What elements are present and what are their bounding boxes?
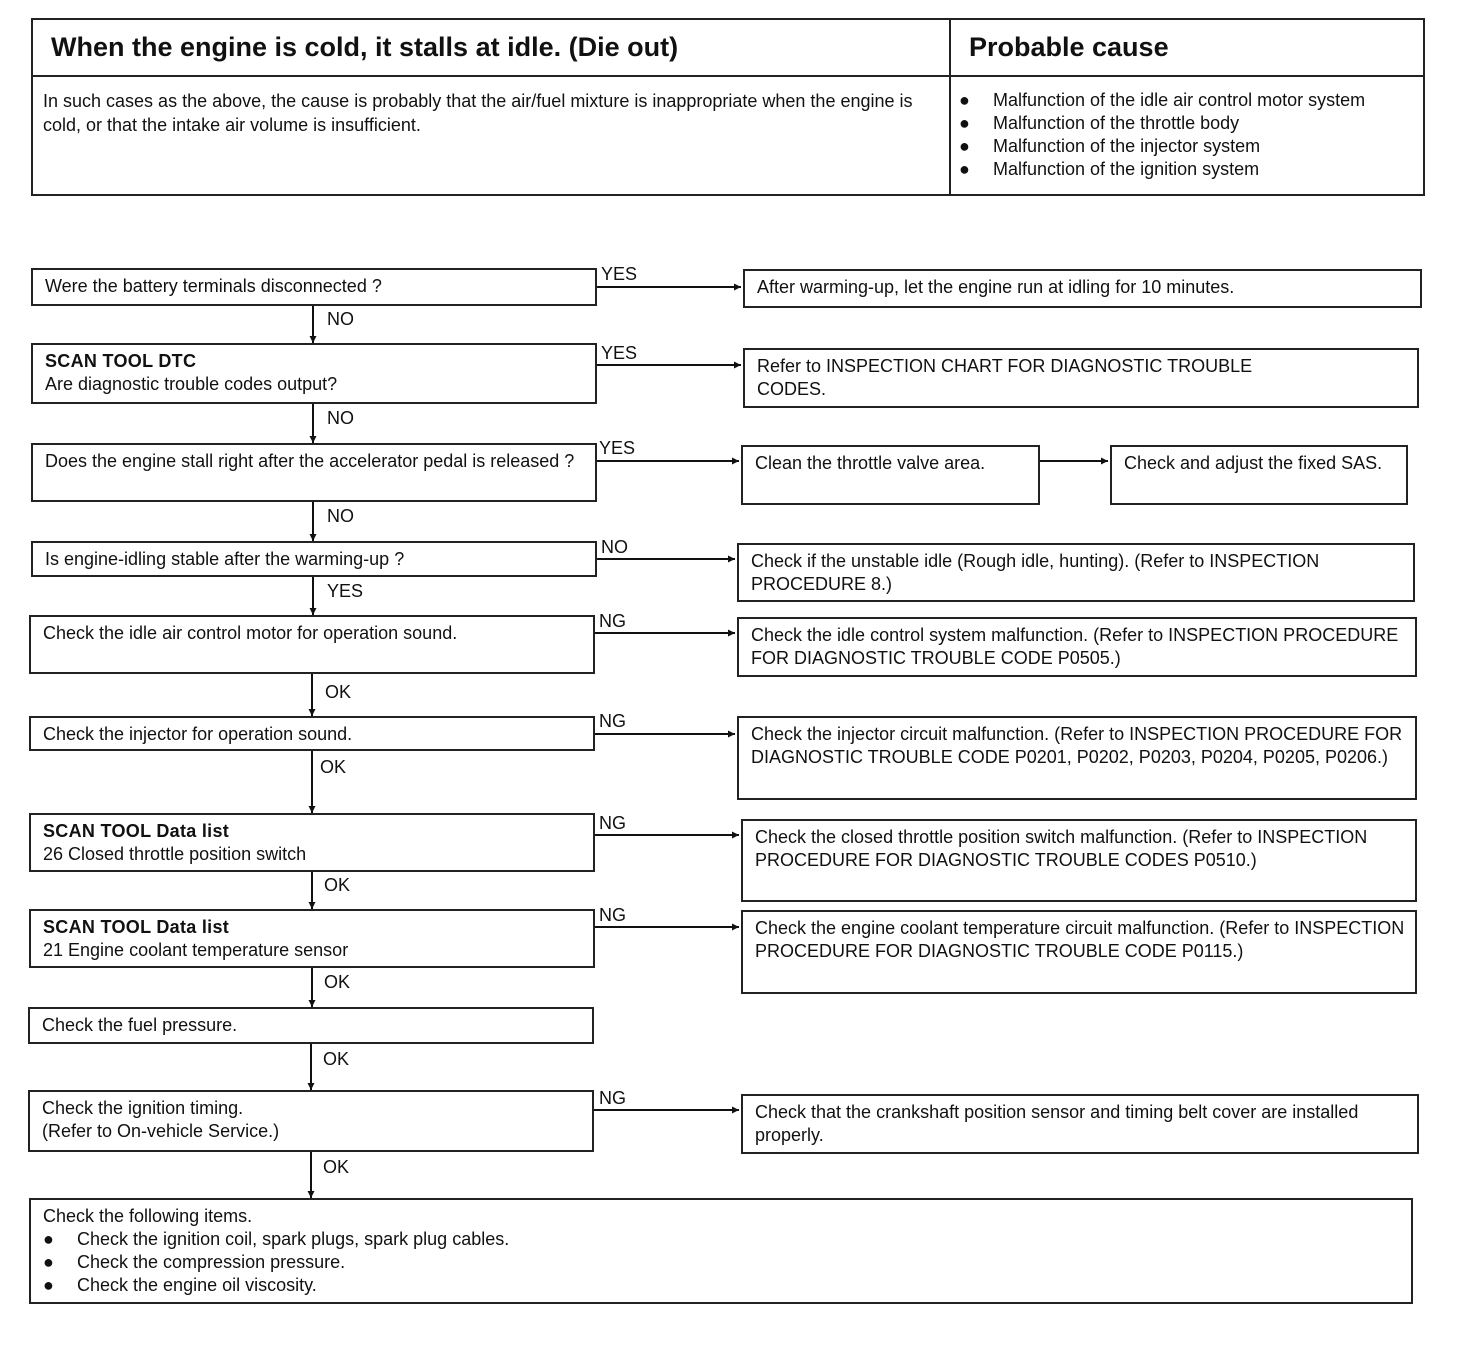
bullet-icon: ● (43, 1275, 54, 1295)
bullet-icon: ● (43, 1252, 54, 1272)
label-ok: OK (324, 875, 351, 895)
step-injector: Check the injector for operation sound. (29, 716, 595, 751)
step-fuel-pressure: Check the fuel pressure. (28, 1007, 594, 1044)
step-engine-stall: Does the engine stall right after the accelerator pedal is released ? (31, 443, 597, 502)
label-ok: OK (320, 757, 347, 777)
result-warmup: After warming-up, let the engine run at idling for 10 minutes. (743, 269, 1422, 308)
bullet-icon: ● (43, 1229, 54, 1249)
step-battery: Were the battery terminals disconnected ? (31, 268, 597, 306)
bullet-icon: ● (959, 90, 970, 110)
step-iac-motor: Check the idle air control motor for operation sound. (29, 615, 595, 674)
label-no: NO (327, 506, 354, 526)
step-title: SCAN TOOL Data list (43, 917, 230, 937)
result-ect-circuit: Check the engine coolant temperature circuit malfunction. (Refer to INSPECTION PROCEDURE FOR DIAGNOSTIC TROUBLE CODE P0115.) (741, 910, 1417, 994)
probable-cause-title: Probable cause (969, 32, 1169, 62)
label-yes: YES (601, 343, 638, 363)
step-scan-tool-ects: SCAN TOOL Data list 21 Engine coolant temperature sensor (29, 909, 595, 968)
label-ng: NG (599, 711, 626, 731)
cause-item: ● Malfunction of the throttle body (959, 113, 1240, 133)
step-title: SCAN TOOL DTC (45, 351, 197, 371)
check-item: ● Check the ignition coil, spark plugs, spark plug cables. (43, 1229, 510, 1249)
label-ng: NG (599, 813, 626, 833)
result-unstable-idle: Check if the unstable idle (Rough idle, hunting). (Refer to INSPECTION PROCEDURE 8.) (737, 543, 1415, 602)
step-scan-tool-ctps: SCAN TOOL Data list 26 Closed throttle position switch (29, 813, 595, 872)
label-ng: NG (599, 905, 626, 925)
step-title: SCAN TOOL Data list (43, 821, 230, 841)
label-ng: NG (599, 611, 626, 631)
result-ctps: Check the closed throttle position switch malfunction. (Refer to INSPECTION PROCEDURE FOR DIAGNOSTIC TROUBLE CODES P0510.) (741, 819, 1417, 902)
cause-item: ● Malfunction of the idle air control motor system (959, 90, 1366, 110)
label-ok: OK (325, 682, 352, 702)
bullet-icon: ● (959, 159, 970, 179)
label-yes: YES (327, 581, 364, 601)
result-injector-circuit: Check the injector circuit malfunction. (Refer to INSPECTION PROCEDURE FOR DIAGNOSTIC TROUBLE CODE P0201, P0202, P0203, P0204, P0205, P0206.) (737, 716, 1417, 800)
symptom-title: When the engine is cold, it stalls at idle. (Die out) (51, 32, 679, 62)
label-yes: YES (599, 438, 636, 458)
step-scan-tool-dtc: SCAN TOOL DTC Are diagnostic trouble codes output? (31, 343, 597, 404)
label-no: NO (327, 309, 354, 329)
label-ok: OK (324, 972, 351, 992)
result-crankshaft: Check that the crankshaft position sensor and timing belt cover are installed properly. (741, 1094, 1419, 1154)
label-ok: OK (323, 1157, 350, 1177)
check-item: ● Check the engine oil viscosity. (43, 1275, 317, 1295)
step-idling-stable: Is engine-idling stable after the warming-up ? (31, 541, 597, 577)
bullet-icon: ● (959, 113, 970, 133)
result-dtc-chart: Refer to INSPECTION CHART FOR DIAGNOSTIC TROUBLE CODES. (743, 348, 1419, 408)
step-ignition-timing: Check the ignition timing. (Refer to On-vehicle Service.) (28, 1090, 594, 1152)
label-yes: YES (601, 264, 638, 284)
cause-item: ● Malfunction of the injector system (959, 136, 1261, 156)
result-clean-throttle: Clean the throttle valve area. (741, 445, 1040, 505)
label-ok: OK (323, 1049, 350, 1069)
result-idle-control: Check the idle control system malfunction. (Refer to INSPECTION PROCEDURE FOR DIAGNOSTIC TROUBLE CODE P0505.) (737, 617, 1417, 677)
cause-item: ● Malfunction of the ignition system (959, 159, 1260, 179)
label-no: NO (327, 408, 354, 428)
label-no: NO (601, 537, 628, 557)
label-ng: NG (599, 1088, 626, 1108)
bullet-icon: ● (959, 136, 970, 156)
result-adjust-sas: Check and adjust the fixed SAS. (1110, 445, 1408, 505)
check-item: ● Check the compression pressure. (43, 1252, 346, 1272)
step-final-checks: Check the following items. ● Check the ignition coil, spark plugs, spark plug cables. ● Check the compression pressure. ● Check the engine oil viscosity. (29, 1198, 1413, 1304)
symptom-description: In such cases as the above, the cause is probably that the air/fuel mixture is inappropriate when the engine is cold, or that the intake air volume is insufficient. (43, 91, 913, 135)
